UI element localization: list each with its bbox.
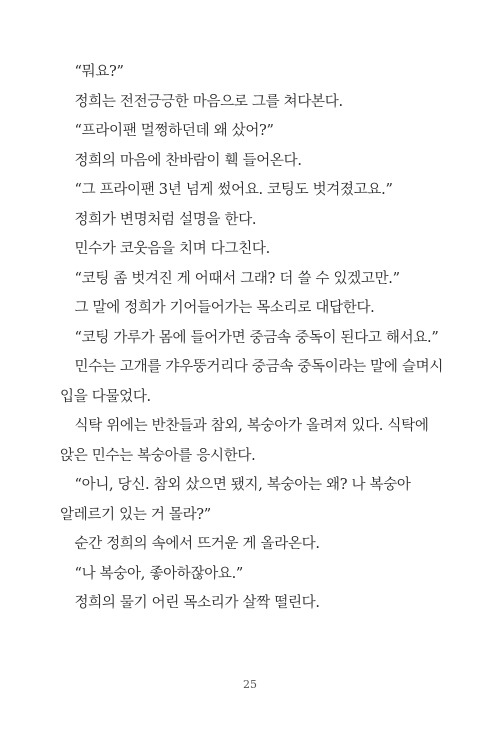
paragraph: “프라이팬 멀쩡하던데 왜 샀어?” <box>74 123 274 139</box>
body-text <box>60 58 452 619</box>
paragraph: “나 복숭아, 좋아하잖아요.” <box>74 565 244 582</box>
paragraph: “뭐요?” <box>74 64 124 80</box>
paragraph: “코팅 가루가 몸에 들어가면 중금속 중독이 된다고 해서요.” <box>74 329 439 346</box>
paragraph: 그 말에 정희가 기어들어가는 목소리로 대답한다. <box>74 300 375 316</box>
paragraph: 순간 정희의 속에서 뜨거운 게 올라온다. <box>74 536 320 552</box>
paragraph: 민수가 코웃음을 치며 다그친다. <box>74 241 270 257</box>
paragraph: 정희가 변명처럼 설명을 한다. <box>74 211 257 228</box>
paragraph: “코팅 좀 벗겨진 게 어때서 그래? 더 쓸 수 있겠고만.” <box>74 270 400 287</box>
paragraph: 정희는 전전긍긍한 마음으로 그를 쳐다본다. <box>74 93 343 110</box>
page-number: 25 <box>243 678 257 691</box>
paragraph: 정희의 물기 어린 목소리가 살짝 떨린다. <box>74 595 320 611</box>
paragraph: “그 프라이팬 3년 넘게 썼어요. 코팅도 벗겨졌고요.” <box>74 182 393 198</box>
paragraph: 민수는 고개를 갸우뚱거리다 중금속 중독이라는 말에 슬며시 입을 다물었다. <box>60 359 444 405</box>
paragraph: 정희의 마음에 찬바람이 훽 들어온다. <box>74 152 302 169</box>
paragraph: 식탁 위에는 반찬들과 참외, 복숭아가 올려져 있다. 식탁에 앉은 민수는 복숭아를 응시한다. <box>60 418 429 464</box>
paragraph: “아니, 당신. 참외 샀으면 됐지, 복숭아는 왜? 나 복숭아 알레르기 있는 거 몰라?” <box>60 477 411 523</box>
